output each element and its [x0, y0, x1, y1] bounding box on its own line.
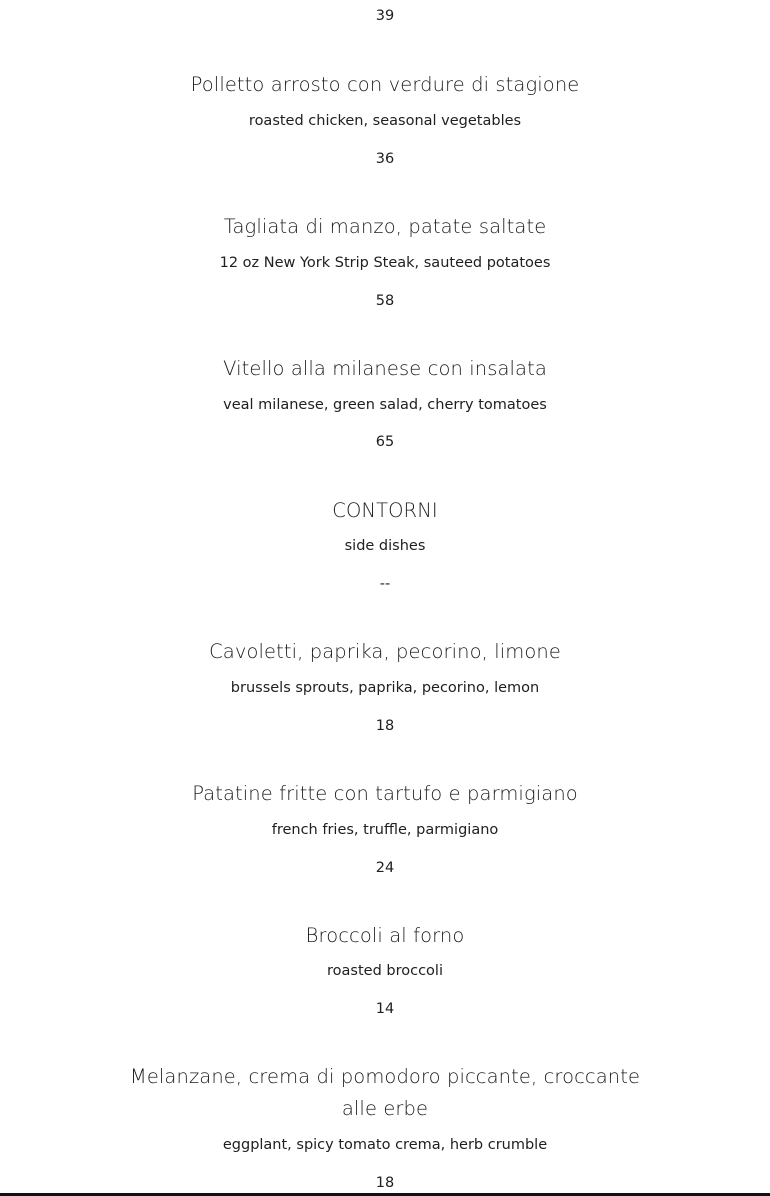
item-title: Patatine fritte con tartufo e parmigiano: [192, 782, 578, 805]
section-title: CONTORNI: [332, 499, 438, 522]
menu-item: [0, 778, 770, 810]
item-price: 18: [375, 718, 395, 734]
item-title: Broccoli al forno: [305, 924, 465, 947]
item-description: french fries, truffle, parmigiano: [271, 822, 499, 838]
section-subtitle: side dishes: [344, 538, 426, 554]
item-price: 18: [375, 1175, 395, 1191]
item-title: Tagliata di manzo, patate saltate: [223, 215, 547, 238]
menu-item: [0, 211, 770, 243]
item-title: Vitello alla milanese con insalata: [223, 357, 547, 380]
item-description: 12 oz New York Strip Steak, sauteed potatoes: [219, 255, 551, 271]
item-description: brussels sprouts, paprika, pecorino, lemon: [230, 680, 540, 696]
section-divider: --: [379, 576, 391, 592]
section-header: [0, 495, 770, 527]
item-title: Melanzane, crema di pomodoro piccante, croccante alle erbe: [129, 1065, 641, 1120]
item-title: Polletto arrosto con verdure di stagione: [190, 73, 580, 96]
menu-item: [0, 636, 770, 668]
item-description: roasted broccoli: [327, 963, 443, 979]
item-title: Cavoletti, paprika, pecorino, limone: [209, 640, 561, 663]
item-price: 24: [375, 860, 395, 876]
menu-item: [0, 920, 770, 952]
item-price: 58: [375, 293, 395, 309]
item-price: 36: [375, 151, 395, 167]
item-price: 65: [375, 434, 395, 450]
menu-item: [0, 69, 770, 101]
menu-item: [0, 353, 770, 385]
item-description: roasted chicken, seasonal vegetables: [248, 113, 522, 129]
item-price: 14: [375, 1001, 395, 1017]
menu-item: [0, 1061, 770, 1125]
item-description: veal milanese, green salad, cherry tomatoes: [223, 397, 547, 413]
item-description: eggplant, spicy tomato crema, herb crumble: [222, 1137, 548, 1153]
item-price: 39: [375, 8, 395, 24]
